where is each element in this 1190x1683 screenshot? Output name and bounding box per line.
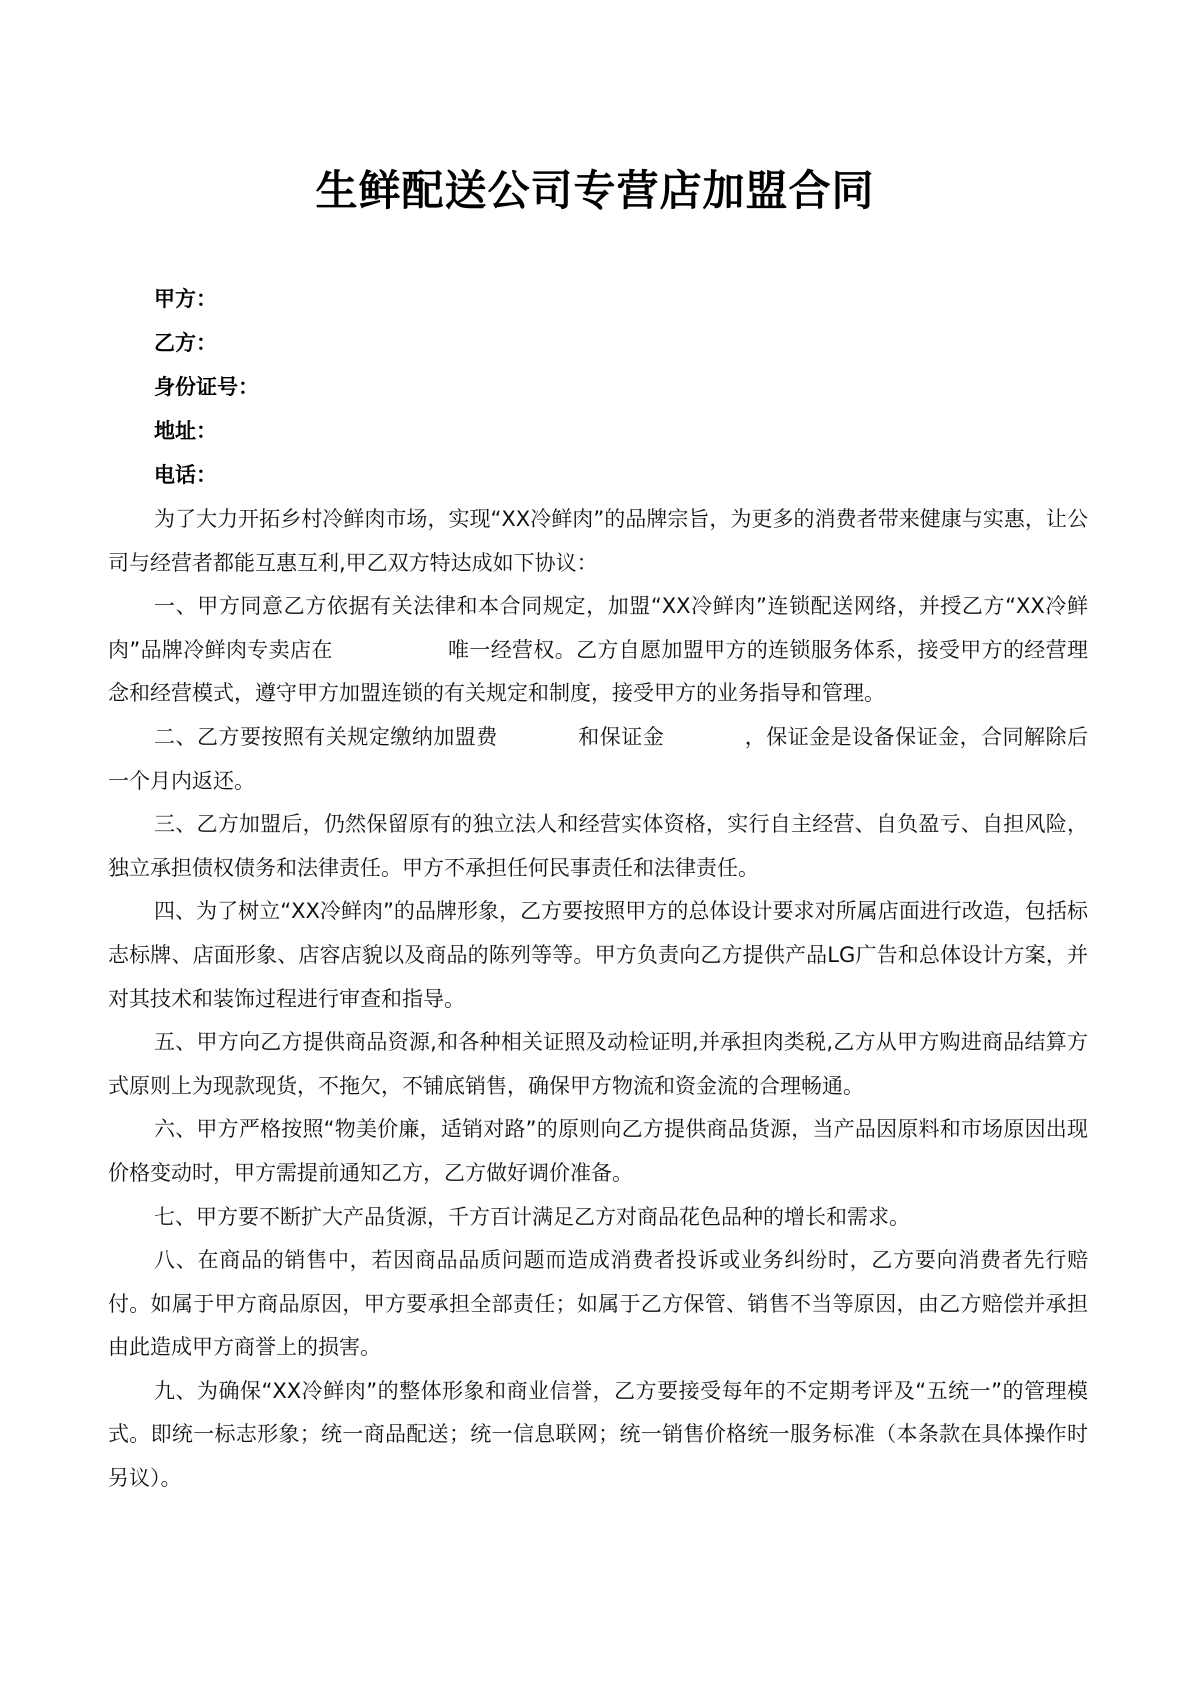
field-address: 地址：	[154, 419, 217, 443]
field-id-number: 身份证号：	[154, 375, 259, 399]
clause-9: 九、为确保“XX冷鲜肉”的整体形象和商业信誉，乙方要接受每年的不定期考评及“五统一”的管理模式。即统一标志形象；统一商品配送；统一信息联网；统一销售价格统一服务标准（本条款在具体操作时另议）。	[108, 1378, 1088, 1491]
clause-2-text-b: 和保证金	[577, 724, 665, 749]
party-fields	[154, 284, 1054, 504]
clause-1-text-a: 一、甲方同意乙方依据有关法律和本合同规定，加盟“XX冷鲜肉”连锁配送网络，并授乙方“XX冷鲜肉”品牌冷鲜肉专卖店在	[108, 594, 1088, 662]
clause-1	[108, 585, 1088, 716]
clause-6: 六、甲方严格按照“物美价廉，适销对路”的原则向乙方提供商品货源，当产品因原料和市场原因出现价格变动时，甲方需提前通知乙方，乙方做好调价准备。	[108, 1117, 1088, 1185]
document-title: 生鲜配送公司专营店加盟合同	[315, 166, 875, 215]
field-party-b: 乙方：	[154, 331, 217, 355]
clause-5: 五、甲方向乙方提供商品资源,和各种相关证照及动检证明,并承担肉类税,乙方从甲方购进商品结算方式原则上为现款现货，不拖欠，不铺底销售，确保甲方物流和资金流的合理畅通。	[108, 1030, 1088, 1098]
preamble-paragraph: 为了大力开拓乡村冷鲜肉市场，实现“XX冷鲜肉”的品牌宗旨，为更多的消费者带来健康与实惠，让公司与经营者都能互惠互利,甲乙双方特达成如下协议：	[108, 507, 1088, 575]
clause-4: 四、为了树立“XX冷鲜肉”的品牌形象，乙方要按照甲方的总体设计要求对所属店面进行改造，包括标志标牌、店面形象、店容店貌以及商品的陈列等等。甲方负责向乙方提供产品LG广告和总体设计方案，并对其技术和装饰过程进行审查和指导。	[108, 899, 1088, 1011]
clause-2-text-c: ，保证金是设备保证金，合同解除后一个月内返还。	[108, 724, 1089, 793]
field-phone: 电话：	[154, 463, 217, 487]
clause-2	[108, 716, 1088, 803]
field-party-a: 甲方：	[154, 287, 217, 311]
contract-body	[108, 498, 1088, 1501]
clause-8: 八、在商品的销售中，若因商品品质问题而造成消费者投诉或业务纠纷时，乙方要向消费者先行赔付。如属于甲方商品原因，甲方要承担全部责任；如属于乙方保管、销售不当等原因，由乙方赔偿并承担由此造成甲方商誉上的损害。	[108, 1248, 1088, 1360]
clause-7: 七、甲方要不断扩大产品货源，千方百计满足乙方对商品花色品种的增长和需求。	[154, 1204, 910, 1229]
clause-1-text-b: 唯一经营权。乙方自愿加盟甲方的连锁服务体系，接受甲方的经营理念和经营模式，遵守甲方加盟连锁的有关规定和制度，接受甲方的业务指导和管理。	[108, 637, 1088, 706]
clause-2-text-a: 二、乙方要按照有关规定缴纳加盟费	[154, 724, 498, 749]
clause-3: 三、乙方加盟后，仍然保留原有的独立法人和经营实体资格，实行自主经营、自负盈亏、自担风险，独立承担债权债务和法律责任。甲方不承担任何民事责任和法律责任。	[108, 812, 1088, 880]
